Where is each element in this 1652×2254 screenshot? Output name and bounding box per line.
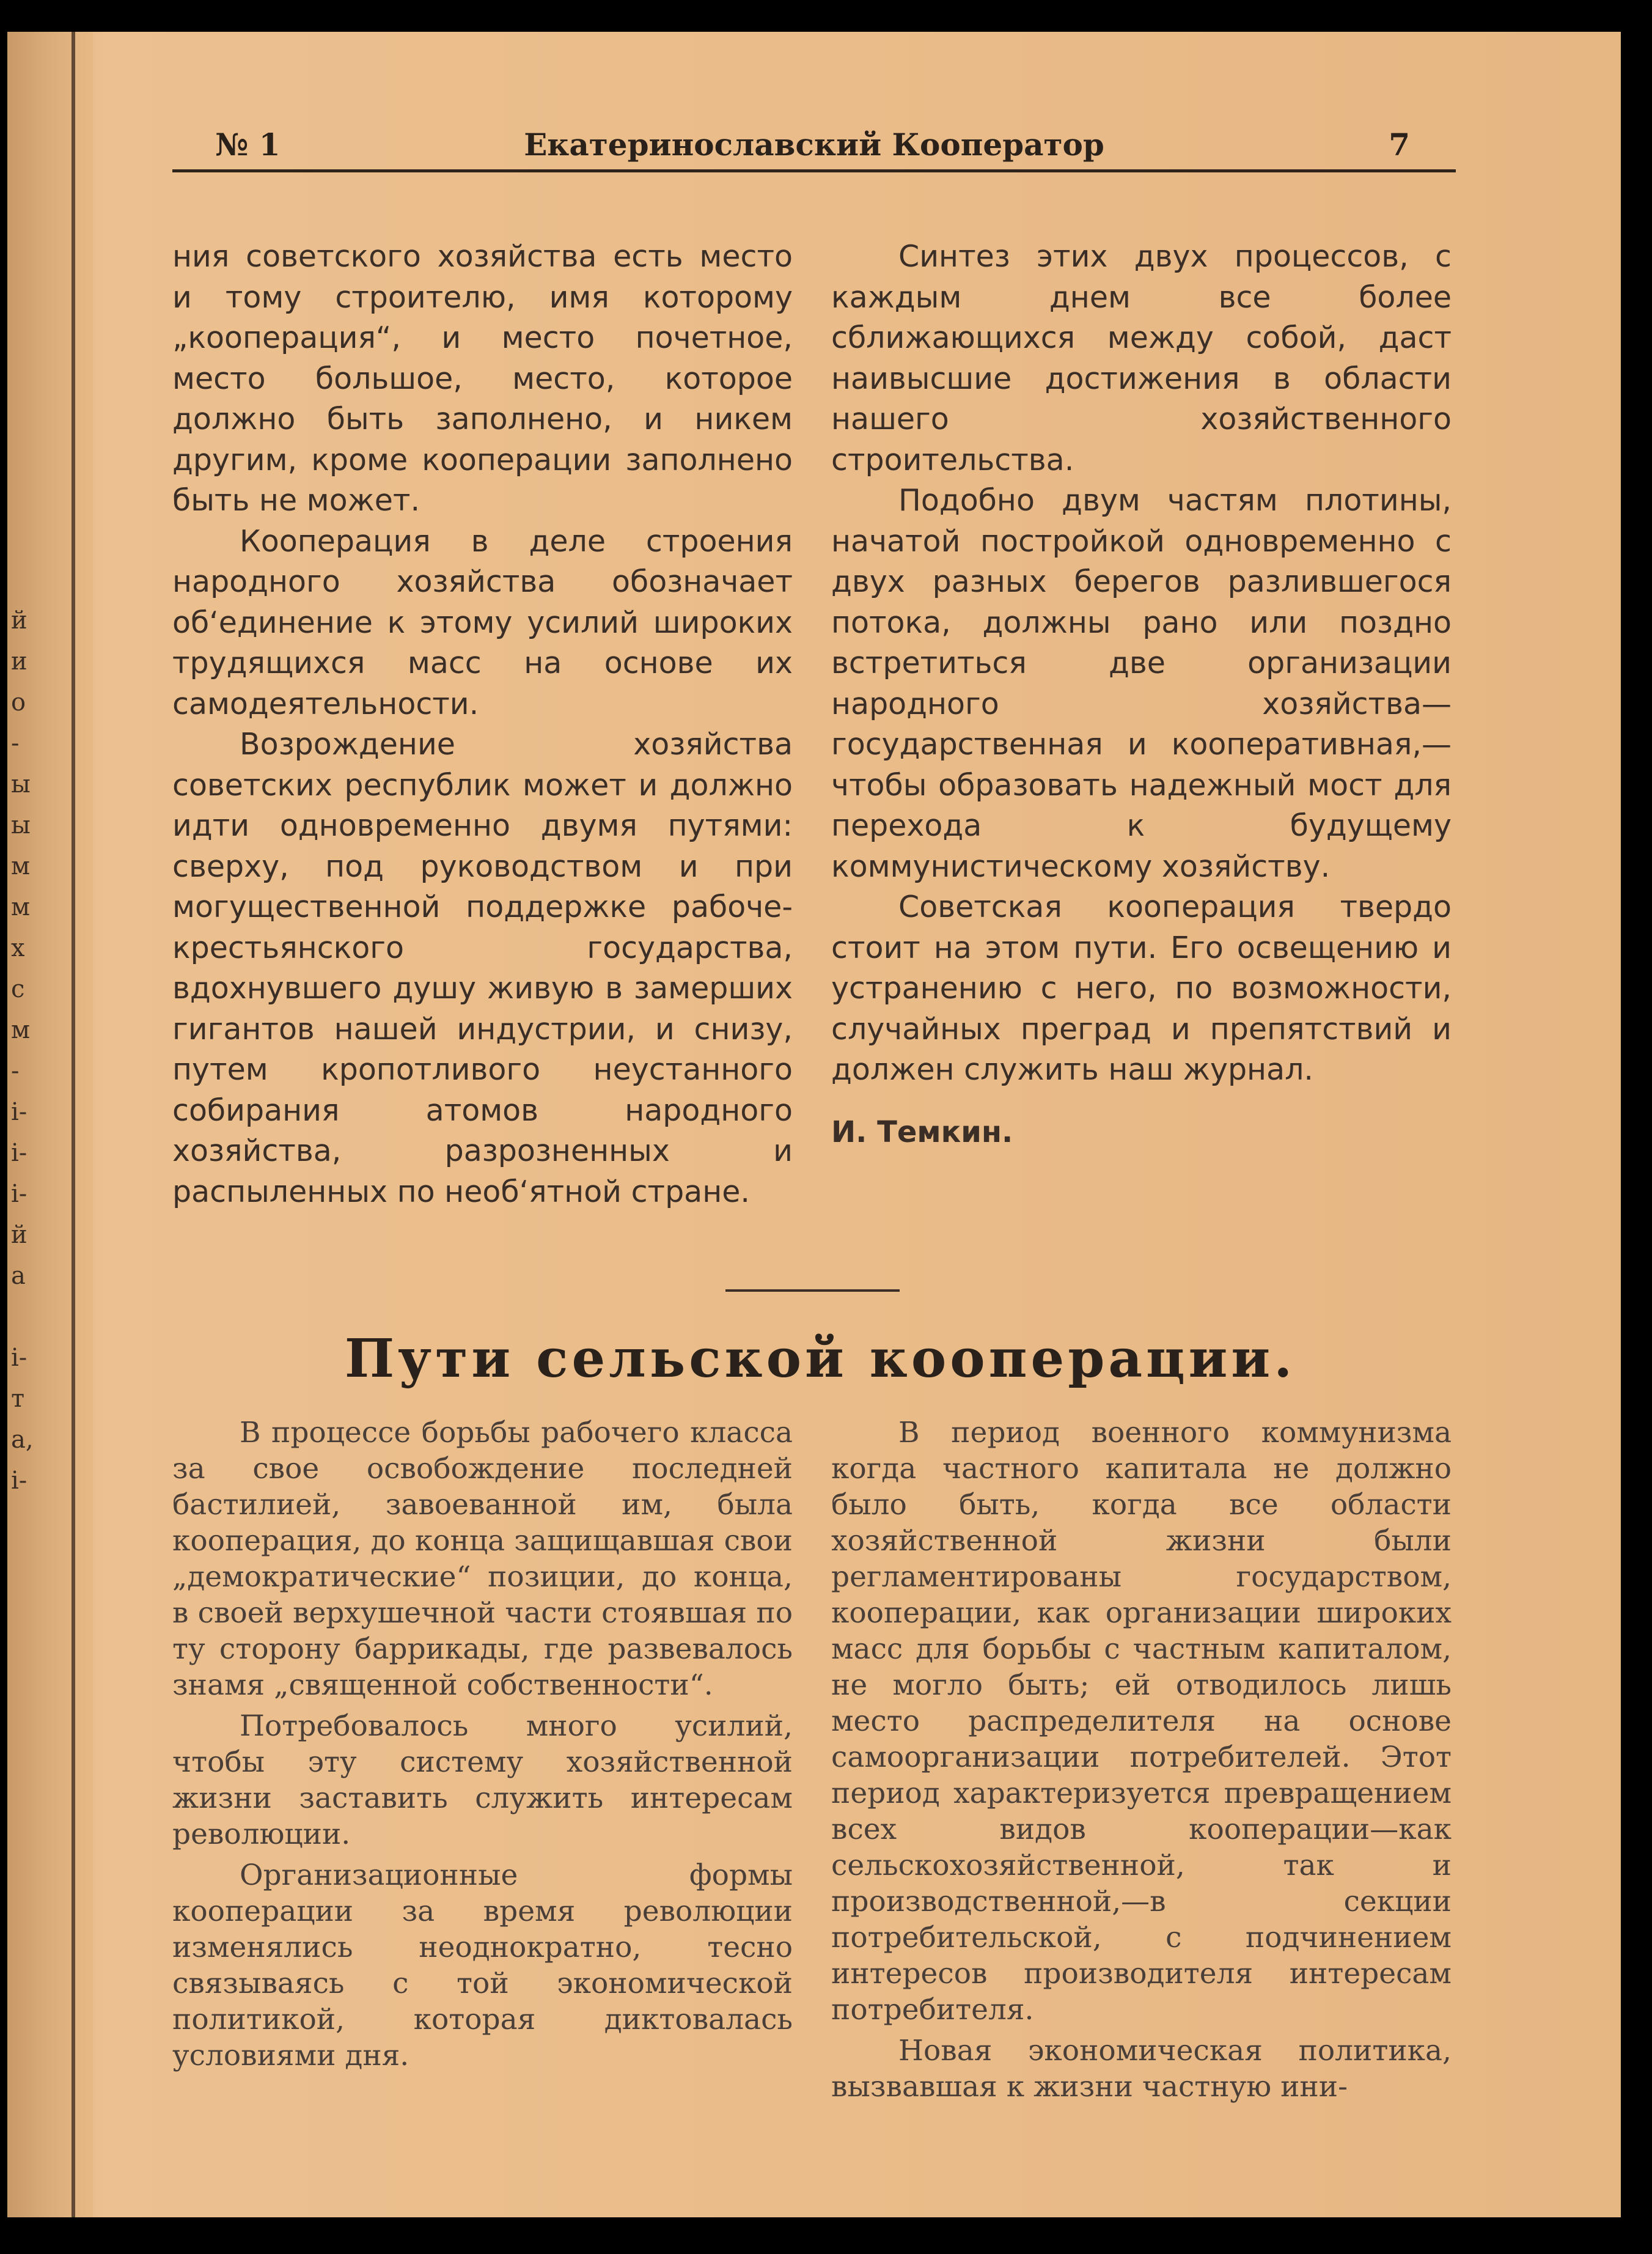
paragraph: В период военного коммунизма когда частного капитала не должно было быть, когда все области хозяйственной жизни были регламентированы государством, кооперации, как организации широких масс для борьбы с частным капиталом, не могло быть; ей отводилось лишь место распределителя на основе самоорганизации потребителей. Этот период характеризуется превращением всех видов кооперации—как сельскохозяйственной, так и производственной,—в секции потребительской, с подчинением интересов производителя интересам потребителя. [831,1416,1452,2027]
running-header [172,127,1456,172]
margin-letter: и [11,647,28,676]
margin-letter: і- [11,1180,28,1208]
paragraph: Советская кооперация твердо стоит на этом пути. Его освещению и устранению с него, по возможности, случайных преград и препятствий и должен служить наш журнал. [831,889,1452,1087]
article1-right-column [831,237,1452,1152]
article1-left-column [172,237,793,1212]
journal-page [7,32,1621,2217]
margin-letter: о [11,688,26,716]
margin-letter: і- [11,1344,28,1372]
page-number: 7 [1389,127,1410,163]
paragraph: Организационные формы кооперации за время революции изменялись неоднократно, тесно связываясь с той экономической политикой, которая диктовалась условиями дня. [172,1858,793,2072]
margin-letter: й [11,606,28,635]
margin-letter: м [11,1016,31,1044]
margin-letter: і- [11,1467,28,1495]
binding-line [72,32,75,2217]
margin-letter: й [11,1221,28,1249]
margin-letter: ы [11,770,31,798]
margin-letter: т [11,1385,25,1413]
margin-letter: а, [11,1426,34,1454]
article2-right-column [831,1415,1452,2105]
margin-letter: і- [11,1139,28,1167]
margin-letter: х [11,934,25,962]
paragraph: ния советского хозяйства есть место и тому строителю, имя которому „кооперация“, и место почетное, место большое, место, которое должно быть заполнено, и никем другим, кроме кооперации заполнено быть не может. [172,239,793,518]
margin-letter: - [11,729,20,757]
article2-left-column [172,1415,793,2074]
paragraph: Возрождение хозяйства советских республик может и должно идти одновременно двумя путями: сверху, под руководством и при могущественной поддержке рабоче-крестьянского государства, вдохнувшего душу живую в замерших гигантов нашей индустрии, и снизу, путем кропотливого неустанного собирания атомов народного хозяйства, разрозненных и распыленных по необ‘ятной стране. [172,727,793,1209]
article-title: Пути сельской кооперации. [344,1328,1296,1390]
journal-title: Екатеринославский Кооператор [524,127,1104,163]
issue-number: № 1 [215,127,281,163]
paragraph: Синтез этих двух процессов, с каждым днем все более сближающихся между собой, даст наивысшие достижения в области нашего хозяйственного строительства. [831,239,1452,477]
margin-letter [7,1297,50,1338]
paragraph: В процессе борьбы рабочего класса за свое освобождение последней бастилией, завоеванной им, была кооперация, до конца защищавшая свои „демократические“ позиции, до конца, в своей верхушечной части стоявшая по ту сторону баррикады, где развевалось знамя „священной собственности“. [172,1416,793,1702]
margin-letter: м [11,852,31,880]
margin-letter: с [11,975,25,1003]
paragraph: Новая экономическая политика, вызвавшая к жизни частную ини- [831,2034,1452,2104]
paragraph: Потребовалось много усилий, чтобы эту систему хозяйственной жизни заставить служить интересам революции. [172,1709,793,1851]
margin-letter: а [11,1262,26,1290]
adjacent-page-margin [7,600,50,1501]
author-signature: И. Темкин. [831,1114,1013,1149]
section-divider [725,1289,900,1292]
margin-letter: і- [11,1098,28,1126]
paragraph: Кооперация в деле строения народного хозяйства обозначает об‘единение к этому усилий широких трудящихся масс на основе их самодеятельности. [172,523,793,721]
margin-letter: м [11,893,31,921]
margin-letter: ы [11,811,31,839]
paragraph: Подобно двум частям плотины, начатой постройкой одновременно с двух разных берегов разлившегося потока, должны рано или поздно встретиться две организации народного хозяйства—государственная и кооперативная,—чтобы образовать надежный мост для перехода к будущему коммунистическому хозяйству. [831,483,1452,884]
margin-letter: - [11,1057,20,1085]
